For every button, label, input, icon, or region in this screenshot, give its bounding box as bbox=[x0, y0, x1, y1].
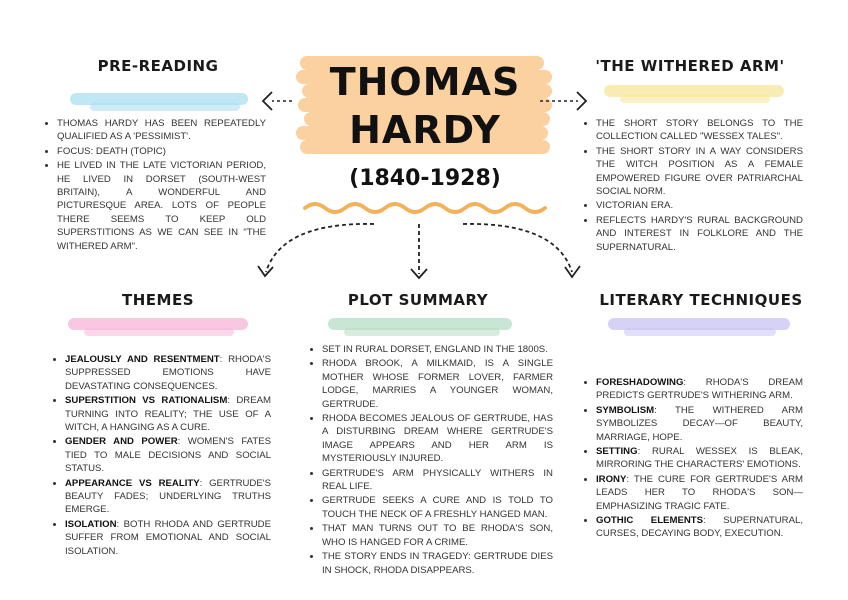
literary-techniques-list bbox=[583, 376, 803, 542]
pre-reading-heading: PRE-READING bbox=[97, 57, 219, 75]
arrow-to-literary-techniques bbox=[463, 224, 572, 272]
themes-list bbox=[52, 353, 271, 559]
list-item: • JEALOUSLY AND RESENTMENT: RHODA'S SUPPRESSED EMOTIONS HAVE DEVASTATING CONSEQUENCES. bbox=[65, 353, 271, 393]
list-item: • GENDER AND POWER: WOMEN'S FATES TIED TO MALE DECISIONS AND SOCIAL STATUS. bbox=[65, 435, 271, 475]
withered-arm-list bbox=[583, 117, 803, 255]
list-item: • GERTRUDE'S ARM PHYSICALLY WITHERS IN REAL LIFE. bbox=[322, 467, 553, 494]
list-item: • VICTORIAN ERA. bbox=[596, 199, 803, 212]
title-line-1: THOMAS bbox=[329, 60, 521, 104]
list-item: • SET IN RURAL DORSET, ENGLAND IN THE 1800S. bbox=[322, 343, 553, 356]
list-item: • THE SHORT STORY BELONGS TO THE COLLECTION CALLED "WESSEX TALES". bbox=[596, 117, 803, 144]
pre-reading-list bbox=[44, 117, 266, 254]
list-item: • ISOLATION: BOTH RHODA AND GERTRUDE SUFFER FROM EMOTIONAL AND SOCIAL ISOLATION. bbox=[65, 518, 271, 558]
list-item: • THAT MAN TURNS OUT TO BE RHODA'S SON, WHO IS HANGED FOR A CRIME. bbox=[322, 522, 553, 549]
list-item: • RHODA BECOMES JEALOUS OF GERTRUDE, HAS A DISTURBING DREAM WHERE GERTRUDE'S IMAGE APPEARS AND HER ARM IS MYSTERIOUSLY INJURED. bbox=[322, 412, 553, 466]
plot-summary-list bbox=[309, 343, 553, 578]
list-item: • FOCUS: DEATH (TOPIC) bbox=[57, 145, 266, 158]
list-item: • THE SHORT STORY IN A WAY CONSIDERS THE WITCH POSITION AS A FEMALE EMPOWERED FIGURE OVER PATRIARCHAL SOCIAL NORM. bbox=[596, 145, 803, 199]
list-item: • THOMAS HARDY HAS BEEN REPEATEDLY QUALIFIED AS A 'PESSIMIST'. bbox=[57, 117, 266, 144]
list-item: • FORESHADOWING: RHODA'S DREAM PREDICTS GERTRUDE'S WITHERING ARM. bbox=[596, 376, 803, 403]
list-item: • SUPERSTITION VS RATIONALISM: DREAM TURNING INTO REALITY; THE USE OF A WITCH, A HANGING AS A CURE. bbox=[65, 394, 271, 434]
list-item: • HE LIVED IN THE LATE VICTORIAN PERIOD, HE LIVED IN DORSET (SOUTH-WEST BRITAIN), A WONDERFUL AND PICTURESQUE AREA. LOTS OF PEOPLE THERE SEEMS TO KEEP OLD SUPERSTITIONS AS WE CAN SEE IN "THE WITHERED ARM". bbox=[57, 159, 266, 253]
list-item: • RHODA BROOK, A MILKMAID, IS A SINGLE MOTHER WHOSE FORMER LOVER, FARMER LODGE, MARRIES A YOUNGER WOMAN, GERTRUDE. bbox=[322, 357, 553, 411]
list-item: • GOTHIC ELEMENTS: SUPERNATURAL, CURSES, DECAYING BODY, EXECUTION. bbox=[596, 514, 803, 541]
title-years: (1840-1928) bbox=[349, 166, 501, 191]
themes-heading: THEMES bbox=[121, 291, 194, 309]
arrow-to-themes bbox=[266, 224, 374, 272]
literary-techniques-heading: LITERARY TECHNIQUES bbox=[599, 291, 803, 309]
list-item: • IRONY: THE CURE FOR GERTRUDE'S ARM LEADS HER TO RHODA'S SON—EMPHASIZING TRAGIC FATE. bbox=[596, 473, 803, 513]
list-item: • GERTRUDE SEEKS A CURE AND IS TOLD TO TOUCH THE NECK OF A FRESHLY HANGED MAN. bbox=[322, 494, 553, 521]
plot-summary-heading: PLOT SUMMARY bbox=[347, 291, 489, 309]
list-item: • THE STORY ENDS IN TRAGEDY: GERTRUDE DIES IN SHOCK, RHODA DISAPPEARS. bbox=[322, 550, 553, 577]
list-item: • SETTING: RURAL WESSEX IS BLEAK, MIRRORING THE CHARACTERS' EMOTIONS. bbox=[596, 445, 803, 472]
list-item: • REFLECTS HARDY'S RURAL BACKGROUND AND INTEREST IN FOLKLORE AND THE SUPERNATURAL. bbox=[596, 214, 803, 254]
title-line-2: HARDY bbox=[349, 108, 501, 152]
wave-decoration bbox=[305, 204, 545, 212]
list-item: • APPEARANCE VS REALITY: GERTRUDE'S BEAUTY FADES; UNDERLYING TRUTHS EMERGE. bbox=[65, 477, 271, 517]
list-item: • SYMBOLISM: THE WITHERED ARM SYMBOLIZES DECAY—OF BEAUTY, MARRIAGE, HOPE. bbox=[596, 404, 803, 444]
withered-arm-heading: 'THE WITHERED ARM' bbox=[595, 57, 785, 75]
